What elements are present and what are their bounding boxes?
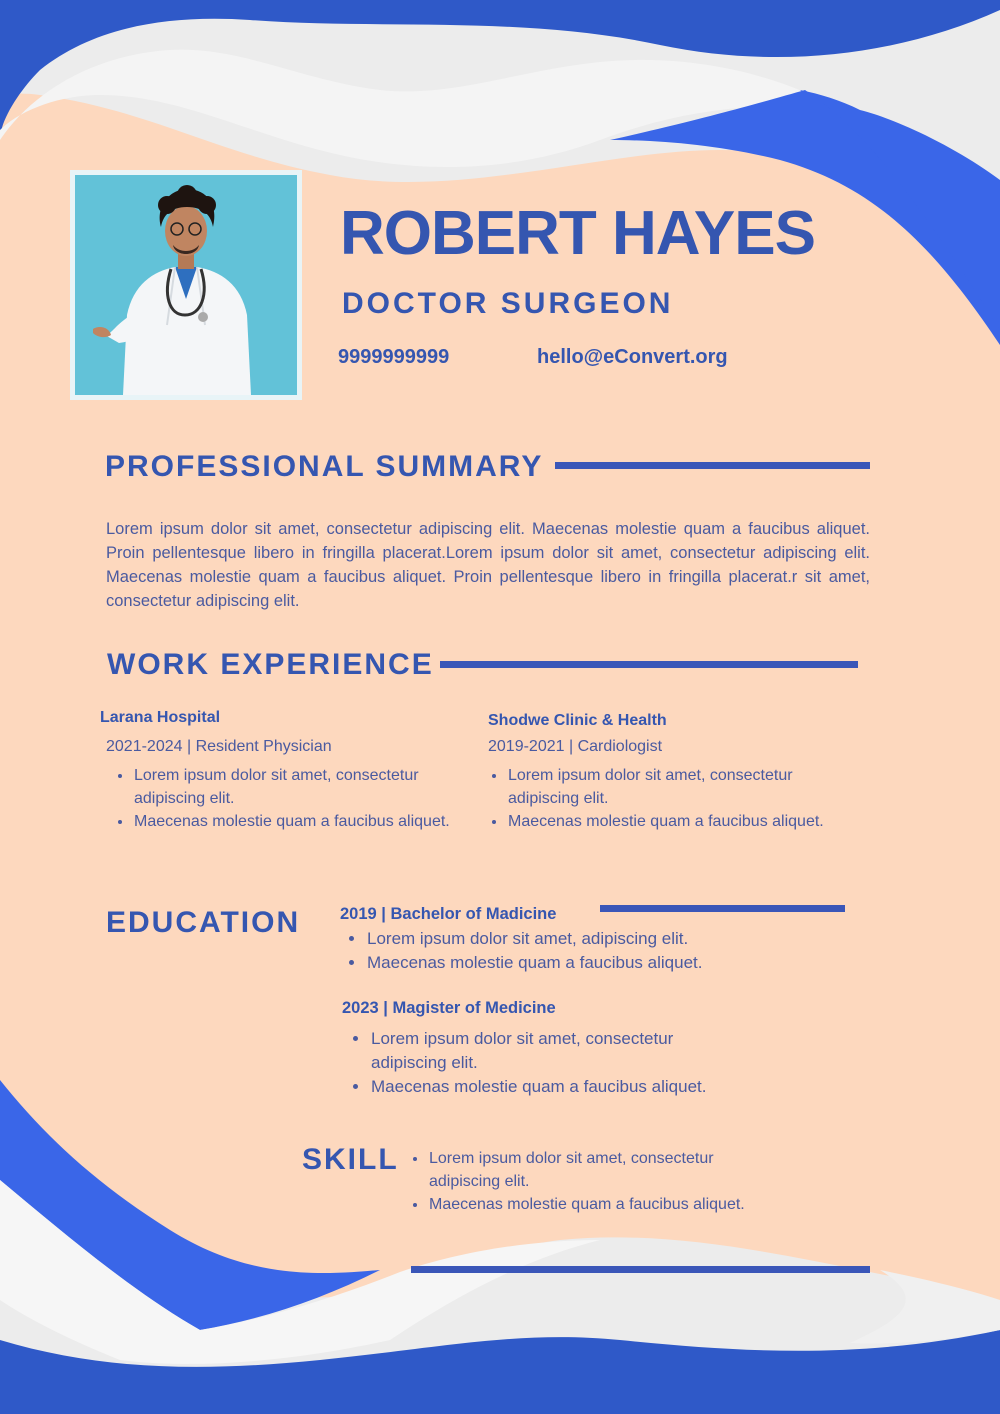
education-bullets	[340, 927, 760, 975]
list-item: • Maecenas molestie quam a faucibus aliquet.	[370, 1075, 742, 1099]
list-item: • Maecenas molestie quam a faucibus aliquet.	[428, 1193, 788, 1216]
skill-bullets	[402, 1147, 788, 1216]
list-item: • Maecenas molestie quam a faucibus aliquet.	[133, 810, 470, 833]
education-entry	[342, 997, 742, 1099]
list-item: • Lorem ipsum dolor sit amet, consectetur adipiscing elit.	[370, 1027, 742, 1075]
education-entry	[340, 903, 760, 975]
email-address: hello@eConvert.org	[537, 346, 728, 368]
list-item: • Maecenas molestie quam a faucibus aliquet.	[366, 951, 760, 975]
education-bullets	[342, 1027, 742, 1099]
job-meta: 2019-2021 | Cardiologist	[488, 738, 663, 755]
skill-heading: SKILL	[302, 1143, 399, 1176]
summary-heading: PROFESSIONAL SUMMARY	[105, 450, 544, 483]
doctor-photo	[75, 175, 297, 395]
phone-number: 9999999999	[338, 346, 450, 368]
profile-photo-frame	[70, 170, 302, 400]
candidate-name: ROBERT HAYES	[340, 199, 815, 268]
job-meta: 2021-2024 | Resident Physician	[106, 738, 332, 755]
job-bullets	[488, 764, 848, 833]
education-title: 2019 | Bachelor of Madicine	[340, 905, 557, 923]
job-company: Larana Hospital	[100, 709, 221, 726]
job-company: Shodwe Clinic & Health	[488, 712, 667, 729]
list-item: • Lorem ipsum dolor sit amet, adipiscing elit.	[366, 927, 760, 951]
job-entry	[100, 708, 470, 833]
job-title: DOCTOR SURGEON	[342, 287, 674, 320]
job-bullets	[100, 764, 470, 833]
skill-rule	[411, 1266, 870, 1273]
work-rule	[440, 661, 858, 668]
job-entry	[488, 711, 848, 833]
summary-text: Lorem ipsum dolor sit amet, consectetur adipiscing elit. Maecenas molestie quam a faucibus aliquet. Proin pellentesque libero in fringilla placerat.Lorem ipsum dolor sit amet, consectetur adipiscing elit. Maecenas molestie quam a faucibus aliquet. Proin pellentesque libero in fringilla placerat.r sit amet, consectetur adipiscing elit.	[106, 520, 870, 610]
list-item: • Lorem ipsum dolor sit amet, consectetur adipiscing elit.	[133, 764, 470, 810]
list-item: • Lorem ipsum dolor sit amet, consectetur adipiscing elit.	[507, 764, 848, 810]
work-heading: WORK EXPERIENCE	[107, 648, 434, 681]
education-title: 2023 | Magister of Medicine	[342, 999, 556, 1017]
education-heading: EDUCATION	[106, 906, 301, 939]
list-item: • Lorem ipsum dolor sit amet, consectetur adipiscing elit.	[428, 1147, 788, 1193]
list-item: • Maecenas molestie quam a faucibus aliquet.	[507, 810, 848, 833]
summary-rule	[555, 462, 870, 469]
